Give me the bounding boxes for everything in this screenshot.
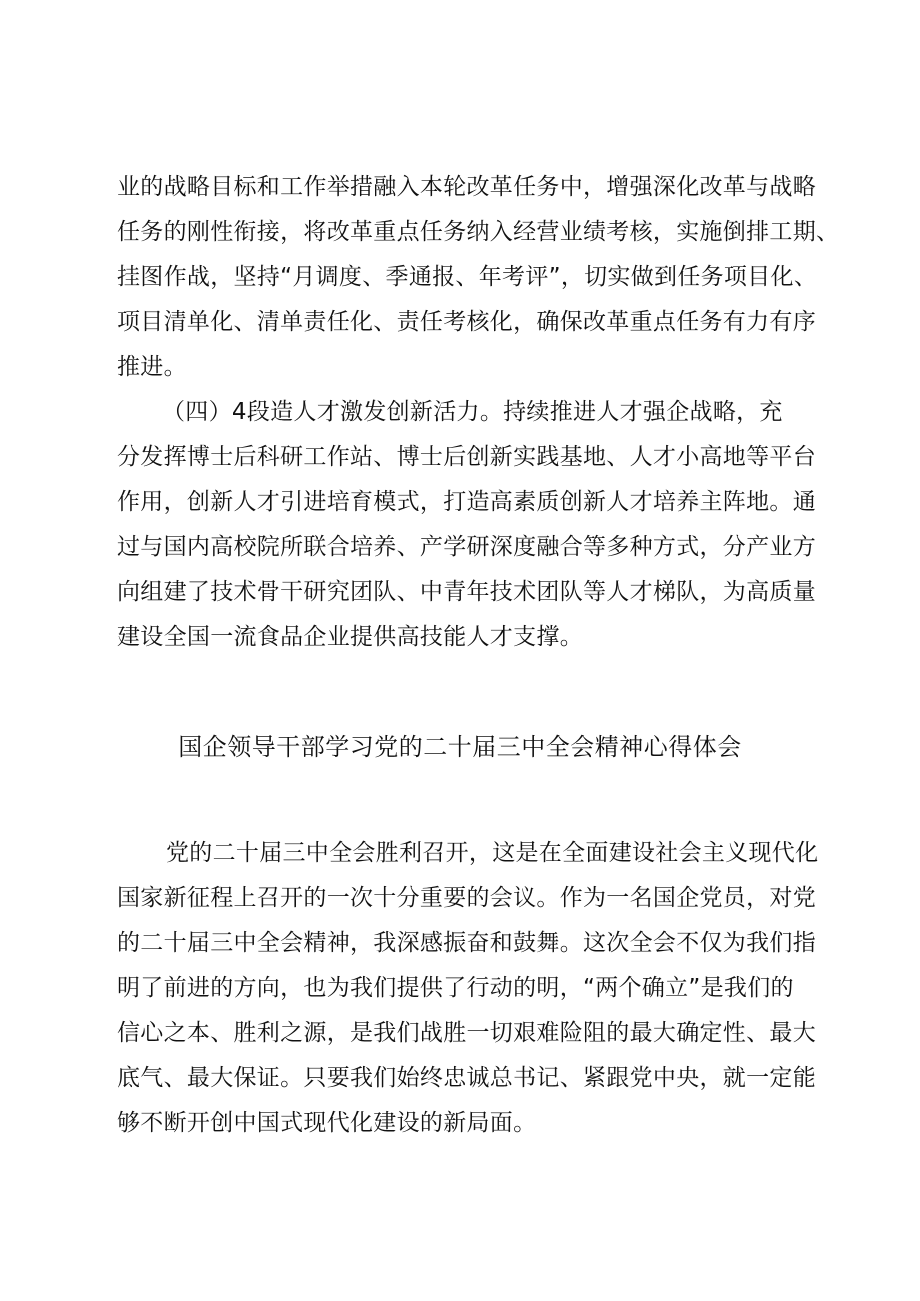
article-title: 国企领导干部学习党的二十届三中全会精神心得体会 bbox=[178, 733, 742, 761]
body-text-line: 挂图作战，坚持“月调度、季通报、年考评”，切实做到任务项目化、 bbox=[117, 264, 818, 290]
body-text-line: 底气、最大保证。只要我们始终忠诚总书记、紧跟党中央，就一定能 bbox=[117, 1065, 816, 1091]
body-text-line: 国家新征程上召开的一次十分重要的会议。作为一名国企党员，对党 bbox=[117, 885, 816, 911]
body-text-line: 过与国内高校院所联合培养、产学研深度融合等多种方式，分产业方 bbox=[117, 534, 816, 560]
body-text-line: 党的二十届三中全会胜利召开，这是在全面建设社会主义现代化 bbox=[166, 840, 819, 866]
body-text-line: 向组建了技术骨干研究团队、中青年技术团队等人才梯队，为高质量 bbox=[117, 579, 816, 605]
body-text-line: 够不断开创中国式现代化建设的新局面。 bbox=[117, 1110, 537, 1136]
body-text-line: 明了前进的方向，也为我们提供了行动的明，“两个确立”是我们的 bbox=[117, 975, 794, 1001]
body-text-line: 的二十届三中全会精神，我深感振奋和鼓舞。这次全会不仅为我们指 bbox=[117, 930, 816, 956]
body-text-line: 分发挥博士后科研工作站、博士后创新实践基地、人才小高地等平台 bbox=[117, 444, 816, 470]
body-text-line: 项目清单化、清单责任化、责任考核化，确保改革重点任务有力有序 bbox=[117, 309, 816, 335]
body-text-line: 建设全国一流食品企业提供高技能人才支撑。 bbox=[117, 624, 583, 650]
body-text-line: 信心之本、胜利之源，是我们战胜一切艰难险阻的最大确定性、最大 bbox=[117, 1020, 816, 1046]
body-text-line: 业的战略目标和工作举措融入本轮改革任务中，增强深化改革与战略 bbox=[117, 174, 816, 200]
body-text-line: 推进。 bbox=[117, 354, 187, 380]
body-text-line: （四）4段造人才激发创新活力。持续推进人才强企战略，充 bbox=[162, 399, 783, 425]
body-text-line: 作用，创新人才引进培育模式，打造高素质创新人才培养主阵地。通 bbox=[117, 489, 816, 515]
body-text-line: 任务的刚性衔接，将改革重点任务纳入经营业绩考核，实施倒排工期、 bbox=[117, 219, 840, 245]
